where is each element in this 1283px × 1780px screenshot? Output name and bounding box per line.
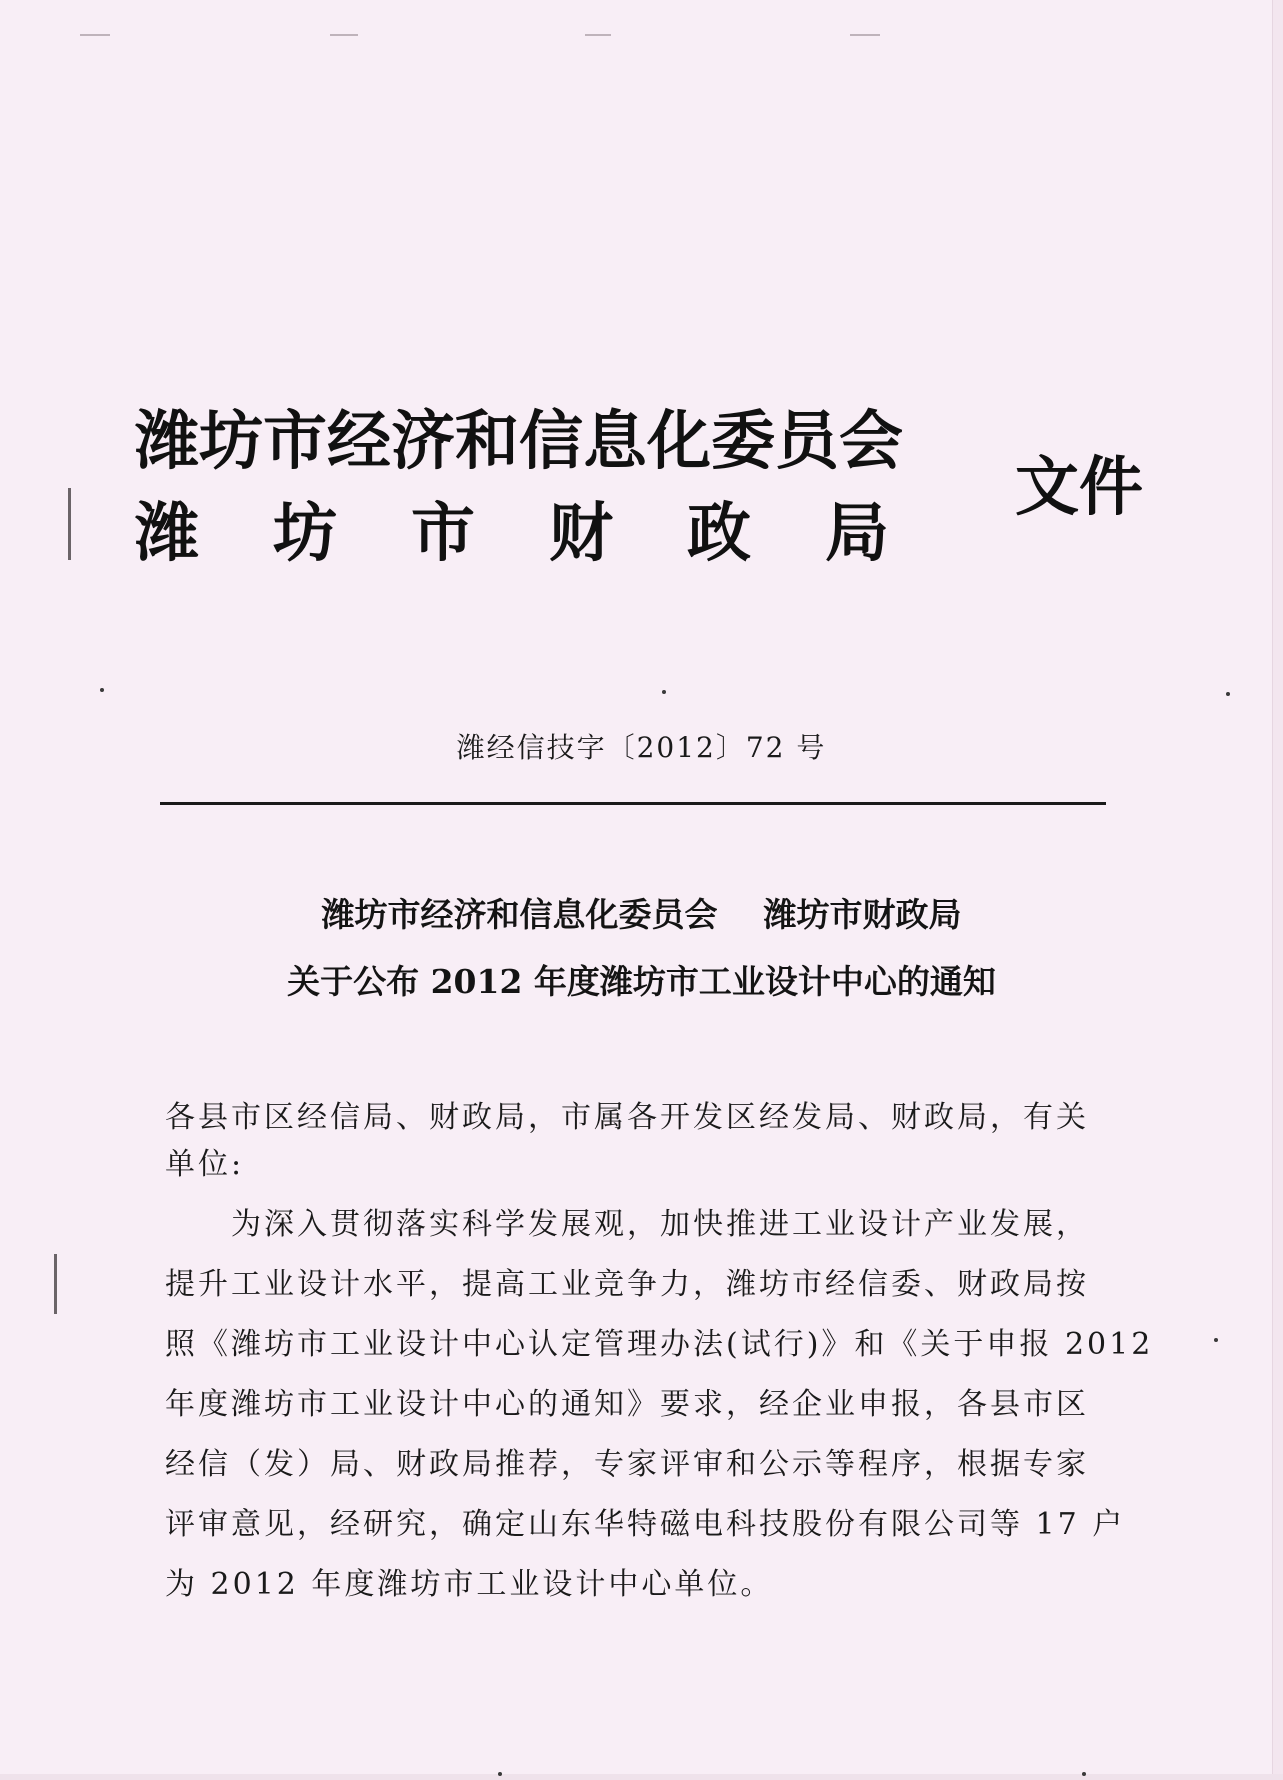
scan-speck xyxy=(498,1772,502,1776)
body-paragraph xyxy=(165,1135,1154,1615)
scan-speck xyxy=(1226,692,1230,696)
notice-title-line-2: 关于公布 2012 年度潍坊市工业设计中心的通知 xyxy=(287,962,996,1001)
scan-speck xyxy=(1082,1772,1086,1776)
scan-speck xyxy=(662,690,666,694)
scan-mark xyxy=(80,34,110,36)
paragraph-line: 照《潍坊市工业设计中心认定管理办法(试行)》和《关于申报 2012 xyxy=(165,1327,1154,1362)
scan-mark xyxy=(585,34,611,36)
document-type-label: 文件 xyxy=(1015,450,1143,525)
binding-hole-mark xyxy=(68,488,71,560)
paragraph-line: 为深入贯彻落实科学发展观，加快推进工业设计产业发展， xyxy=(231,1207,1089,1242)
binding-hole-mark xyxy=(54,1254,57,1314)
paragraph-line: 评审意见，经研究，确定山东华特磁电科技股份有限公司等 17 户 xyxy=(165,1507,1126,1542)
addressee-line-2: 单位: xyxy=(165,1147,245,1182)
scan-speck xyxy=(1214,1338,1218,1342)
addressee-line-1: 各县市区经信局、财政局，市属各开发区经发局、财政局，有关 xyxy=(165,1100,1089,1135)
title-issuer-1: 潍坊市经济和信息化委员会 xyxy=(321,895,718,934)
paper-edge-bottom xyxy=(0,1774,1283,1780)
scan-top-marks xyxy=(60,26,960,46)
paragraph-line: 提升工业设计水平，提高工业竞争力，潍坊市经信委、财政局按 xyxy=(165,1267,1089,1302)
scan-speck xyxy=(100,688,104,692)
paragraph-line: 年度潍坊市工业设计中心的通知》要求，经企业申报，各县市区 xyxy=(165,1387,1089,1422)
issuing-authorities-header xyxy=(135,390,1175,580)
paragraph-line: 经信（发）局、财政局推荐，专家评审和公示等程序，根据专家 xyxy=(165,1447,1089,1482)
issuer-finance-bureau: 潍坊市财政局 xyxy=(135,496,963,571)
paragraph-line: 为 2012 年度潍坊市工业设计中心单位。 xyxy=(165,1567,774,1602)
issuer-economy-commission: 潍坊市经济和信息化委员会 xyxy=(135,404,903,479)
document-number: 潍经信技字〔2012〕72 号 xyxy=(456,731,827,764)
title-issuer-2: 潍坊市财政局 xyxy=(763,895,962,934)
scan-mark xyxy=(330,34,358,36)
header-divider-rule xyxy=(160,802,1106,805)
scan-mark xyxy=(850,34,880,36)
notice-title-line-1 xyxy=(0,889,1283,936)
